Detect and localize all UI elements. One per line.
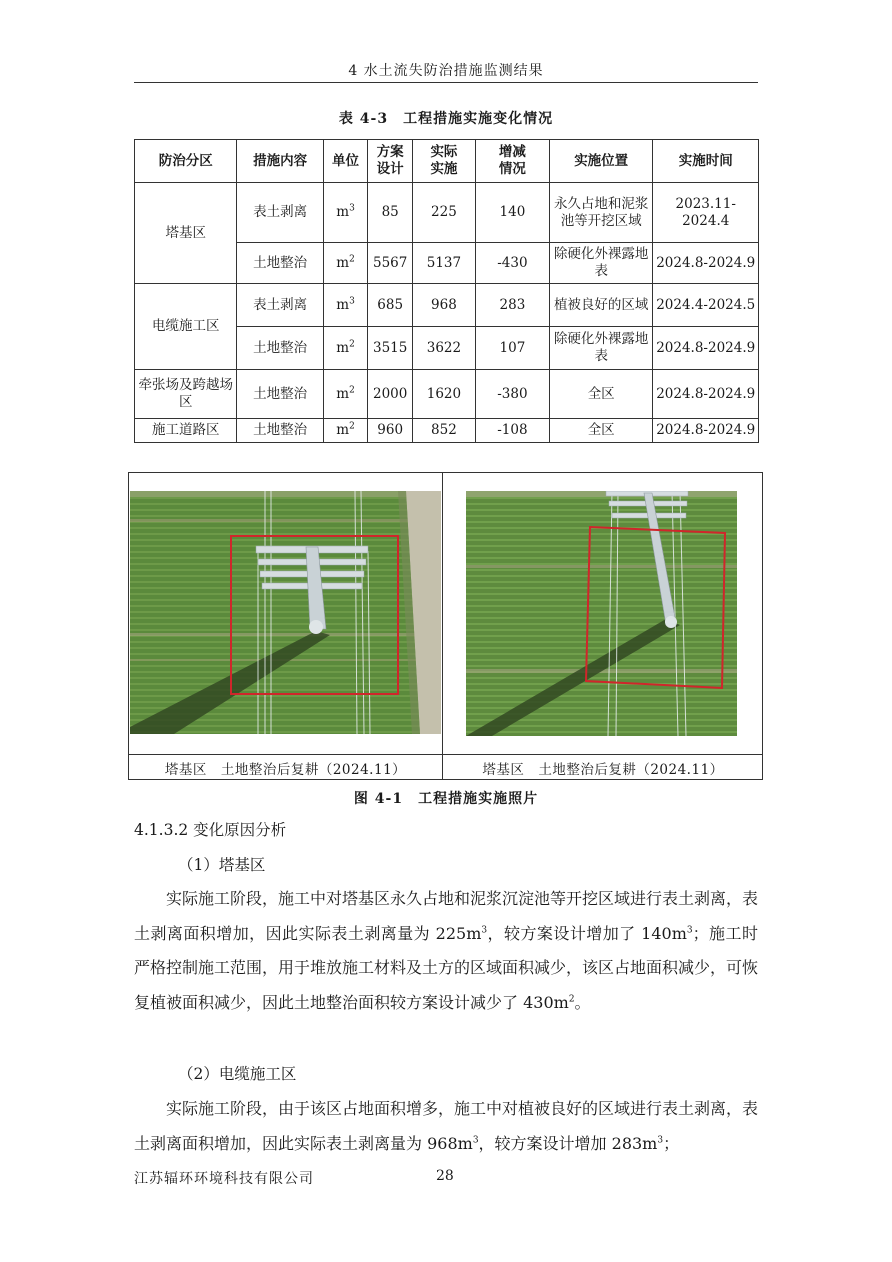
unit-cell: $m^2$ xyxy=(323,243,368,284)
change-cell: 140 xyxy=(475,183,549,243)
change-cell: -380 xyxy=(475,370,549,419)
change-cell: 107 xyxy=(475,327,549,370)
zone-cell: 电缆施工区 xyxy=(135,284,237,370)
location-cell: 永久占地和泥浆池等开挖区域 xyxy=(549,183,652,243)
photo-caption-left: 塔基区 土地整治后复耕（2024.11） xyxy=(164,762,407,778)
location-cell: 全区 xyxy=(549,370,652,419)
zone-cell: 牵张场及跨越场区 xyxy=(135,370,237,419)
change-cell: -430 xyxy=(475,243,549,284)
design-cell: 960 xyxy=(368,419,413,443)
design-cell: 2000 xyxy=(368,370,413,419)
table-row xyxy=(135,284,759,327)
change-cell: 283 xyxy=(475,284,549,327)
measures-table xyxy=(134,139,759,443)
footer-company: 江苏辐环环境科技有限公司 xyxy=(134,1171,314,1187)
table-title: 表 4-3 工程措施实施变化情况 xyxy=(338,111,554,127)
measure-cell: 土地整治 xyxy=(237,419,323,443)
unit-cell: $m^2$ xyxy=(323,370,368,419)
location-cell: 除硬化外裸露地表 xyxy=(549,243,652,284)
period-cell: 2023.11-2024.4 xyxy=(653,183,759,243)
table-row xyxy=(135,370,759,419)
measure-cell: 表土剥离 xyxy=(237,284,323,327)
period-cell: 2024.8-2024.9 xyxy=(653,243,759,284)
measure-cell: 土地整治 xyxy=(237,243,323,284)
tower-photo-left xyxy=(130,491,441,734)
zone-cell: 塔基区 xyxy=(135,183,237,284)
design-cell: 3515 xyxy=(368,327,413,370)
period-cell: 2024.4-2024.5 xyxy=(653,284,759,327)
paragraph-tower-analysis: 实际施工阶段，施工中对塔基区永久占地和泥浆沉淀池等开挖区域进行表土剥离，表土剥离面积增加，因此实际表土剥离量为 $225m^3$，较方案设计增加了 $140m^3$；施工时严格控制施工范围，用于堆放施工材料及土方的区域面积减少，该区占地面积减少，可恢复植被面积减少，因此土地整治面积较方案设计减少了 $430m^2$。 xyxy=(134,889,759,1013)
tower-photo-right xyxy=(466,491,737,736)
header-rule xyxy=(134,82,758,83)
design-cell: 5567 xyxy=(368,243,413,284)
actual-cell: 5137 xyxy=(412,243,475,284)
figure-title: 图 4-1 工程措施实施照片 xyxy=(353,791,539,807)
measure-cell: 土地整治 xyxy=(237,327,323,370)
table-row xyxy=(135,419,759,443)
actual-cell: 852 xyxy=(412,419,475,443)
period-cell: 2024.8-2024.9 xyxy=(653,419,759,443)
unit-cell: $m^3$ xyxy=(323,183,368,243)
period-cell: 2024.8-2024.9 xyxy=(653,370,759,419)
col-header-period: 实施时间 xyxy=(653,140,759,183)
section-heading: 4.1.3.2 变化原因分析 xyxy=(134,821,287,839)
table-row xyxy=(135,183,759,243)
actual-cell: 3622 xyxy=(412,327,475,370)
col-header-actual: 实际 实施 xyxy=(412,140,475,183)
unit-cell: $m^3$ xyxy=(323,284,368,327)
photo-divider xyxy=(442,473,443,779)
page-number: 28 xyxy=(436,1168,454,1184)
location-cell: 全区 xyxy=(549,419,652,443)
col-header-design: 方案 设计 xyxy=(368,140,413,183)
running-header: 4 水土流失防治措施监测结果 xyxy=(348,63,544,79)
col-header-measure: 措施内容 xyxy=(237,140,323,183)
unit-cell: $m^2$ xyxy=(323,419,368,443)
photo-panel xyxy=(128,472,763,780)
location-cell: 除硬化外裸露地表 xyxy=(549,327,652,370)
change-cell: -108 xyxy=(475,419,549,443)
measure-cell: 表土剥离 xyxy=(237,183,323,243)
subsection-heading-tower: （1）塔基区 xyxy=(178,856,266,874)
measure-cell: 土地整治 xyxy=(237,370,323,419)
actual-cell: 968 xyxy=(412,284,475,327)
col-header-unit: 单位 xyxy=(323,140,368,183)
design-cell: 685 xyxy=(368,284,413,327)
unit-cell: $m^2$ xyxy=(323,327,368,370)
aerial-photo-left xyxy=(130,491,441,734)
location-cell: 植被良好的区域 xyxy=(549,284,652,327)
actual-cell: 1620 xyxy=(412,370,475,419)
col-header-change: 增减 情况 xyxy=(475,140,549,183)
col-header-zone: 防治分区 xyxy=(135,140,237,183)
caption-rule xyxy=(129,754,762,755)
col-header-location: 实施位置 xyxy=(549,140,652,183)
actual-cell: 225 xyxy=(412,183,475,243)
design-cell: 85 xyxy=(368,183,413,243)
photo-caption-right: 塔基区 土地整治后复耕（2024.11） xyxy=(482,762,724,778)
subsection-heading-cable: （2）电缆施工区 xyxy=(178,1065,297,1083)
paragraph-cable-analysis: 实际施工阶段，由于该区占地面积增多，施工中对植被良好的区域进行表土剥离，表土剥离面积增加，因此实际表土剥离量为 $968m^3$，较方案设计增加 $283m^3$； xyxy=(134,1099,759,1153)
aerial-photo-right xyxy=(466,491,737,736)
period-cell: 2024.8-2024.9 xyxy=(653,327,759,370)
zone-cell: 施工道路区 xyxy=(135,419,237,443)
table-header-row xyxy=(135,140,759,183)
